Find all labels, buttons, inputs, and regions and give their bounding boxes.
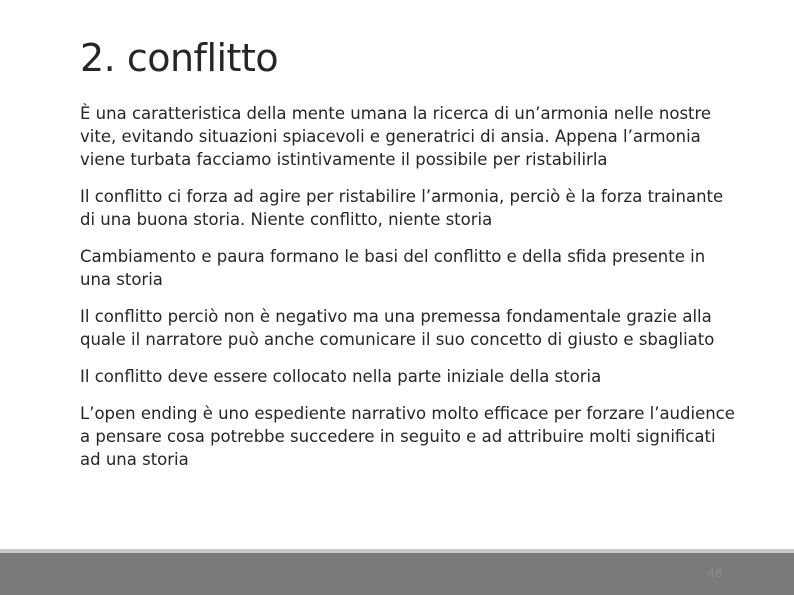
body-paragraph: È una caratteristica della mente umana la ricerca di un’armonia nelle nostre vite, evitando situazioni spiacevoli e generatrici di ansia. Appena l’armonia viene turbata facciamo istintivamente il possibile per ristabilirla <box>80 104 712 169</box>
body-paragraph: Cambiamento e paura formano le basi del conflitto e della sfida presente in una storia <box>80 247 706 289</box>
body-paragraph: L’open ending è uno espediente narrativo molto efficace per forzare l’audience a pensare cosa potrebbe succedere in seguito e ad attribuire molti significati ad una storia <box>80 404 735 469</box>
slide-title: 2. conflitto <box>80 36 279 80</box>
page-number: 48 <box>708 567 722 580</box>
slide-body <box>80 102 740 485</box>
slide-footer <box>0 553 794 595</box>
body-paragraph: Il conflitto perciò non è negativo ma una premessa fondamentale grazie alla quale il narratore può anche comunicare il suo concetto di giusto e sbagliato <box>80 307 715 349</box>
body-paragraph: Il conflitto ci forza ad agire per ristabilire l’armonia, perciò è la forza trainante di una buona storia. Niente conflitto, niente storia <box>80 187 724 229</box>
body-paragraph: Il conflitto deve essere collocato nella parte iniziale della storia <box>80 367 602 386</box>
